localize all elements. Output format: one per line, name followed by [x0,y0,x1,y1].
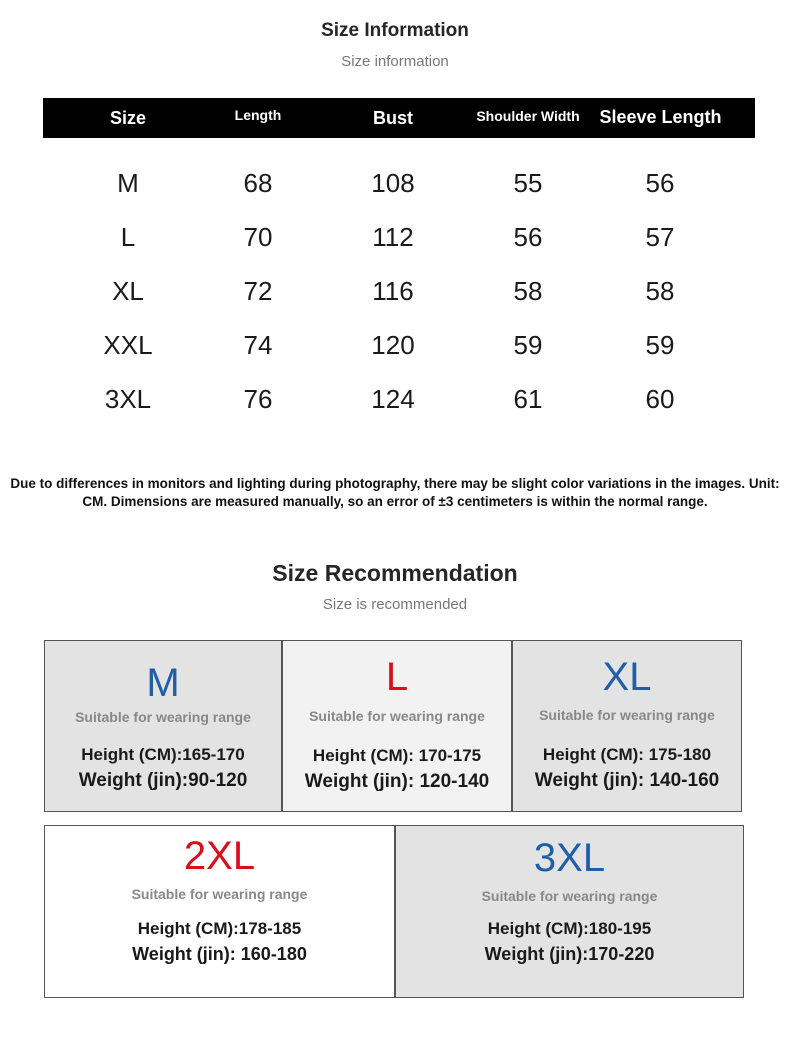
size-info-subtitle: Size information [341,53,449,70]
table-row [43,156,755,210]
table-row [43,318,755,372]
cell-size: M [117,168,139,198]
cell-sleeve: 58 [645,276,675,306]
header-shoulder-width: Shoulder Width [476,108,580,124]
card-range-label: Suitable for wearing range [481,888,658,904]
cell-shoulder: 61 [513,384,543,414]
card-height: Height (CM): 175-180 [542,745,712,764]
card-range-label: Suitable for wearing range [539,707,715,723]
card-height: Height (CM):165-170 [81,745,245,764]
card-weight: Weight (jin): 160-180 [132,944,307,964]
size-card-xl [512,640,742,812]
size-table-header [43,98,755,138]
card-weight: Weight (jin):90-120 [78,770,248,791]
card-range-label: Suitable for wearing range [131,886,308,902]
recommendation-title: Size Recommendation [272,560,518,586]
cell-bust: 120 [371,330,415,360]
card-range-label: Suitable for wearing range [75,709,251,725]
cell-sleeve: 56 [645,168,675,198]
header-bust: Bust [373,108,413,128]
size-card-m [44,640,282,812]
cell-length: 72 [243,276,273,306]
cell-bust: 116 [372,276,414,306]
cell-shoulder: 55 [513,168,543,198]
size-card-3xl [395,825,744,998]
cell-sleeve: 60 [645,384,675,414]
cell-size: XXL [103,330,153,360]
card-size-label: 3XL [533,836,606,880]
card-weight: Weight (jin): 140-160 [534,770,720,791]
measurement-note: Due to differences in monitors and lighting during photography, there may be slight color variations in the images. Unit: CM. Dimensions are measured manually, so an error of ±3 centimeters is within the normal range. [10,476,780,509]
cell-shoulder: 59 [513,330,543,360]
cell-length: 74 [243,330,273,360]
header-size: Size [109,108,147,128]
cell-sleeve: 57 [645,222,675,252]
card-height: Height (CM): 170-175 [312,746,482,765]
cell-size: 3XL [104,384,152,414]
size-card-2xl [44,825,395,998]
header-sleeve-length: Sleeve Length [599,107,722,127]
cell-sleeve: 59 [645,330,675,360]
card-height: Height (CM):178-185 [137,919,302,938]
cell-length: 68 [243,168,273,198]
cell-size: XL [112,276,144,306]
cell-shoulder: 56 [513,222,543,252]
cell-length: 76 [243,384,273,414]
card-size-label: 2XL [183,834,256,878]
card-weight: Weight (jin): 120-140 [304,771,490,792]
card-size-label: M [146,661,180,705]
cell-bust: 124 [371,384,415,414]
recommendation-subtitle: Size is recommended [322,596,468,613]
table-row [43,372,755,426]
table-row [43,264,755,318]
cell-bust: 112 [372,222,414,252]
table-row [43,210,755,264]
card-size-label: XL [602,655,652,699]
size-table-body [43,156,755,426]
cell-shoulder: 58 [513,276,543,306]
card-weight: Weight (jin):170-220 [484,944,655,964]
size-card-l [282,640,512,812]
size-info-title: Size Information [321,20,469,41]
card-height: Height (CM):180-195 [487,919,652,938]
header-length: Length [234,107,282,123]
card-range-label: Suitable for wearing range [309,708,485,724]
cell-bust: 108 [371,168,415,198]
cell-length: 70 [243,222,273,252]
cell-size: L [120,222,136,252]
card-size-label: L [385,655,409,699]
